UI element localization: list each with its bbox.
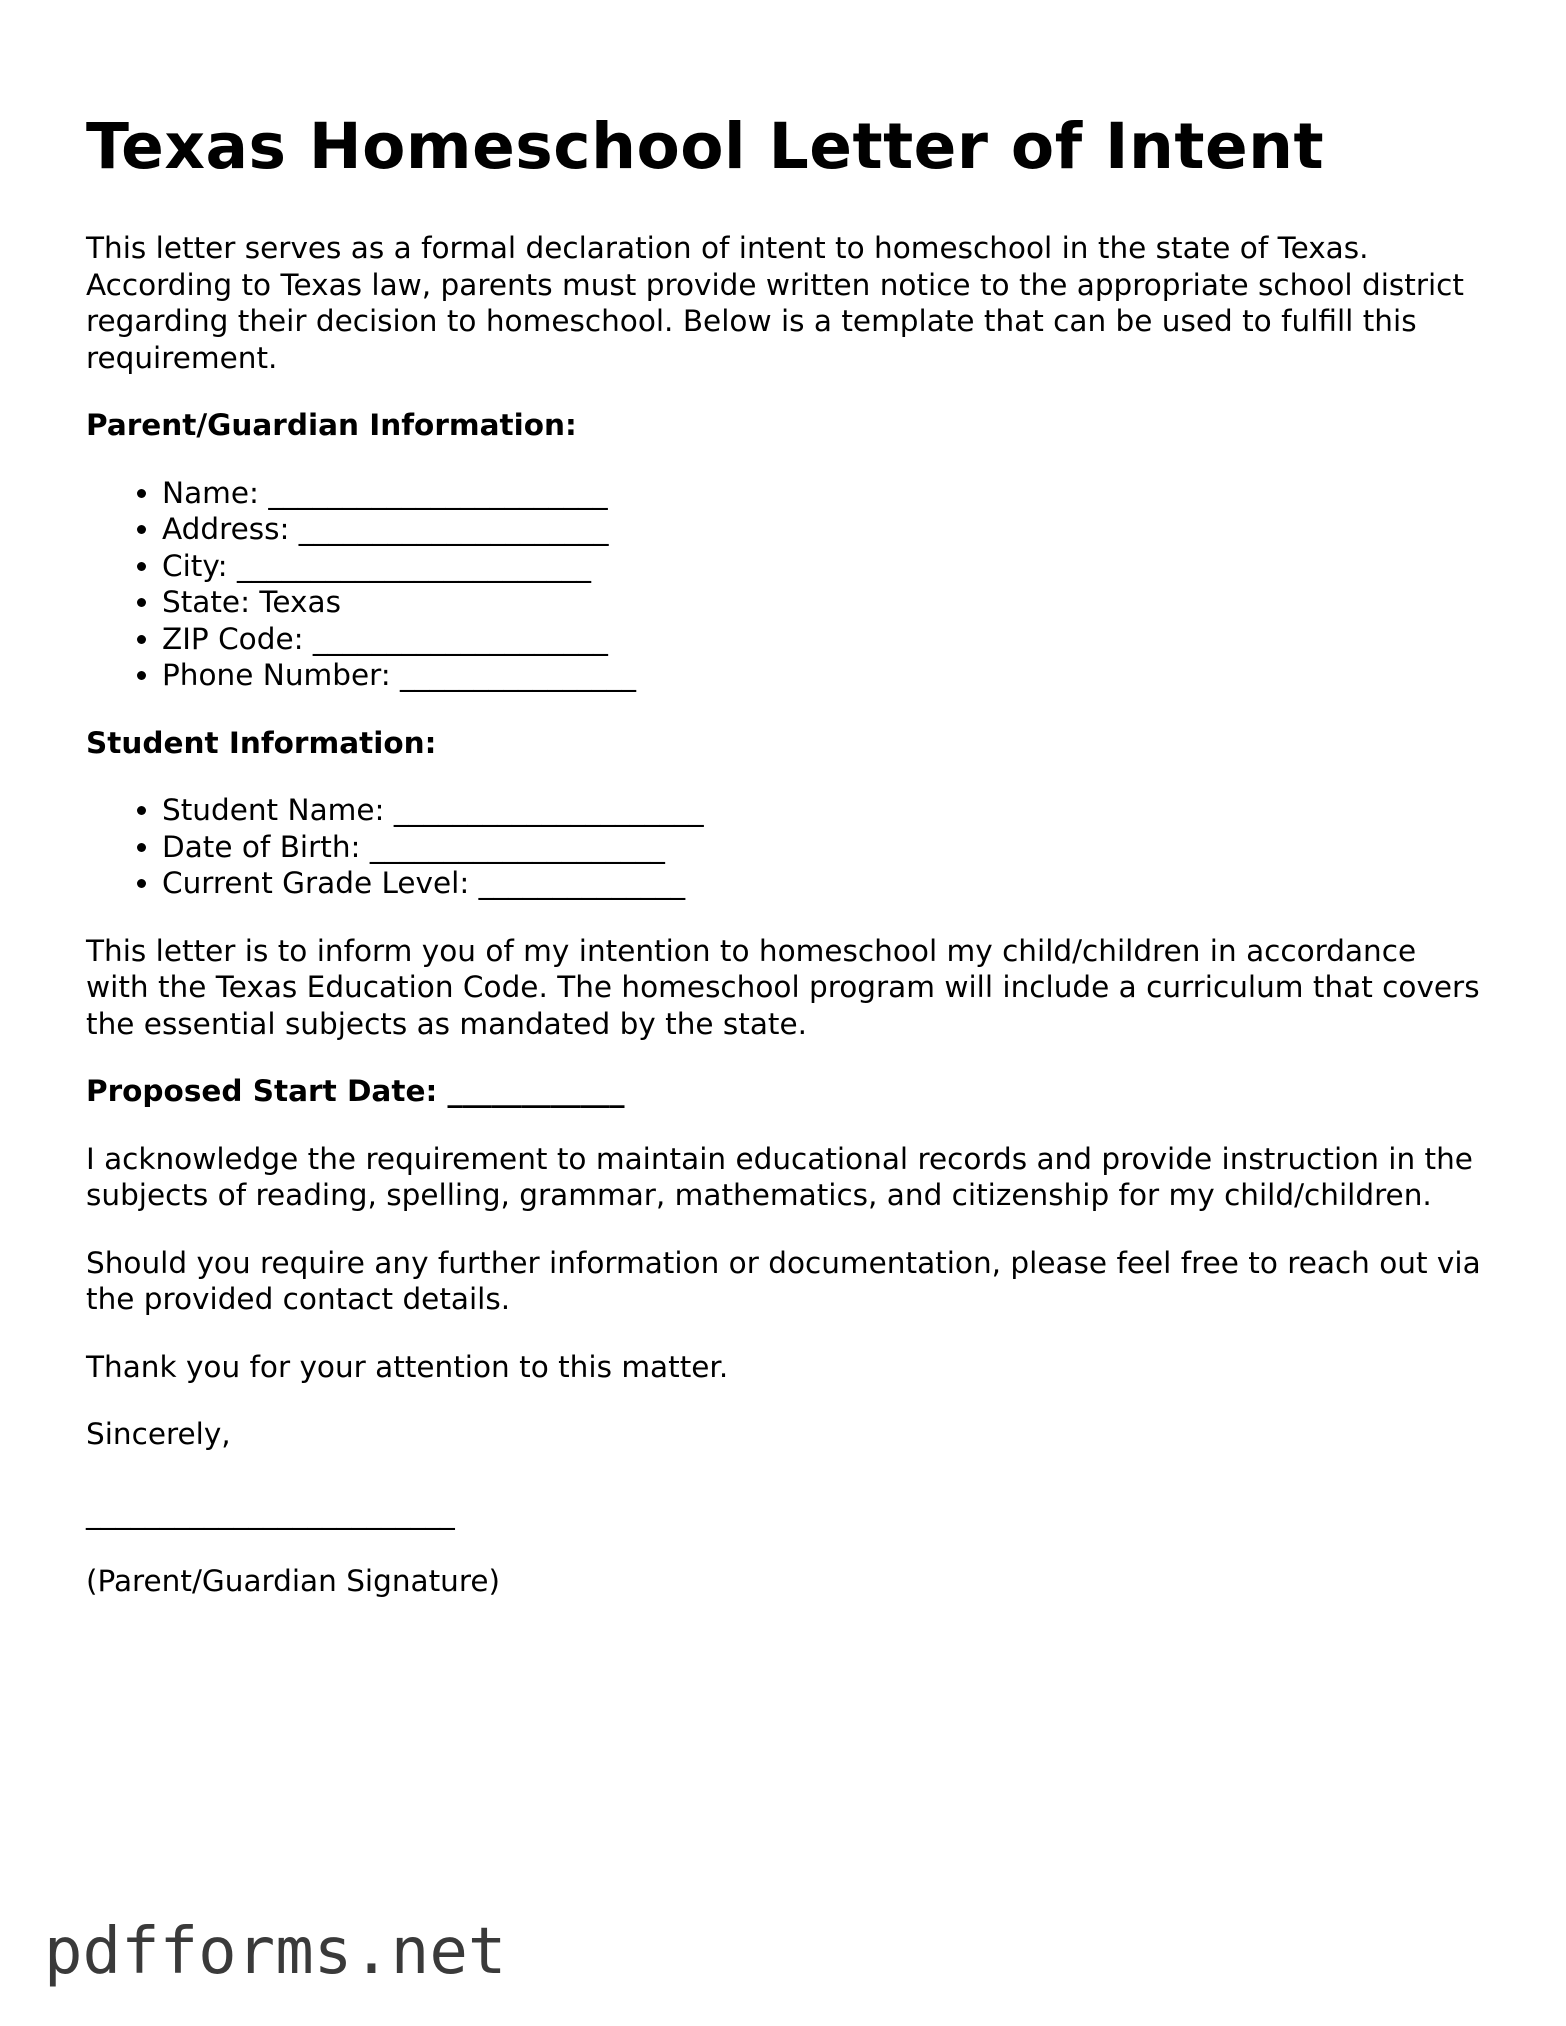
document-title: Texas Homeschool Letter of Intent (86, 110, 1325, 183)
parent-zip-field: • ZIP Code: ____________________ (162, 621, 1486, 658)
parent-city-field: • City: ________________________ (162, 548, 1486, 585)
student-dob-field: • Date of Birth: ____________________ (162, 829, 1486, 866)
signature-line: _________________________ (86, 1495, 455, 1530)
parent-address-field: • Address: _____________________ (162, 511, 1486, 548)
parent-info-heading: Parent/Guardian Information: (86, 408, 577, 442)
student-grade-field: • Current Grade Level: ______________ (162, 865, 1486, 902)
signature-label: (Parent/Guardian Signature) (86, 1564, 501, 1598)
student-info-heading: Student Information: (86, 725, 437, 760)
student-info-list (86, 792, 1486, 902)
acknowledgement-paragraph: I acknowledge the requirement to maintain educational records and provide instruction in the subjects of reading, spelling, grammar, mathematics, and citizenship for my child/children. (86, 1141, 1473, 1212)
intent-paragraph: This letter is to inform you of my intention to homeschool my child/children in accordance with the Texas Education Code. The homeschool program will include a curriculum that covers the essential subjects as mandated by the state. (86, 933, 1480, 1041)
contact-paragraph: Should you require any further information or documentation, please feel free to reach out via the provided contact details. (86, 1245, 1481, 1316)
intro-paragraph: This letter serves as a formal declaration of intent to homeschool in the state of Texas. According to Texas law, parents must provide written notice to the appropriate school district regarding their decision to homeschool. Below is a template that can be used to fulfill this requirement. (86, 231, 1464, 375)
watermark-logo: pdfforms.net (44, 1915, 507, 1989)
parent-name-field: • Name: _______________________ (162, 475, 1486, 512)
thanks-paragraph: Thank you for your attention to this matter. (86, 1349, 729, 1384)
start-date-field: Proposed Start Date: ____________ (86, 1074, 625, 1108)
student-name-field: • Student Name: _____________________ (162, 792, 1486, 829)
parent-phone-field: • Phone Number: ________________ (162, 657, 1486, 694)
letter-page (86, 110, 1486, 1631)
parent-state-field: • State: Texas (162, 584, 1486, 621)
closing: Sincerely, (86, 1417, 231, 1451)
parent-info-list (86, 475, 1486, 694)
